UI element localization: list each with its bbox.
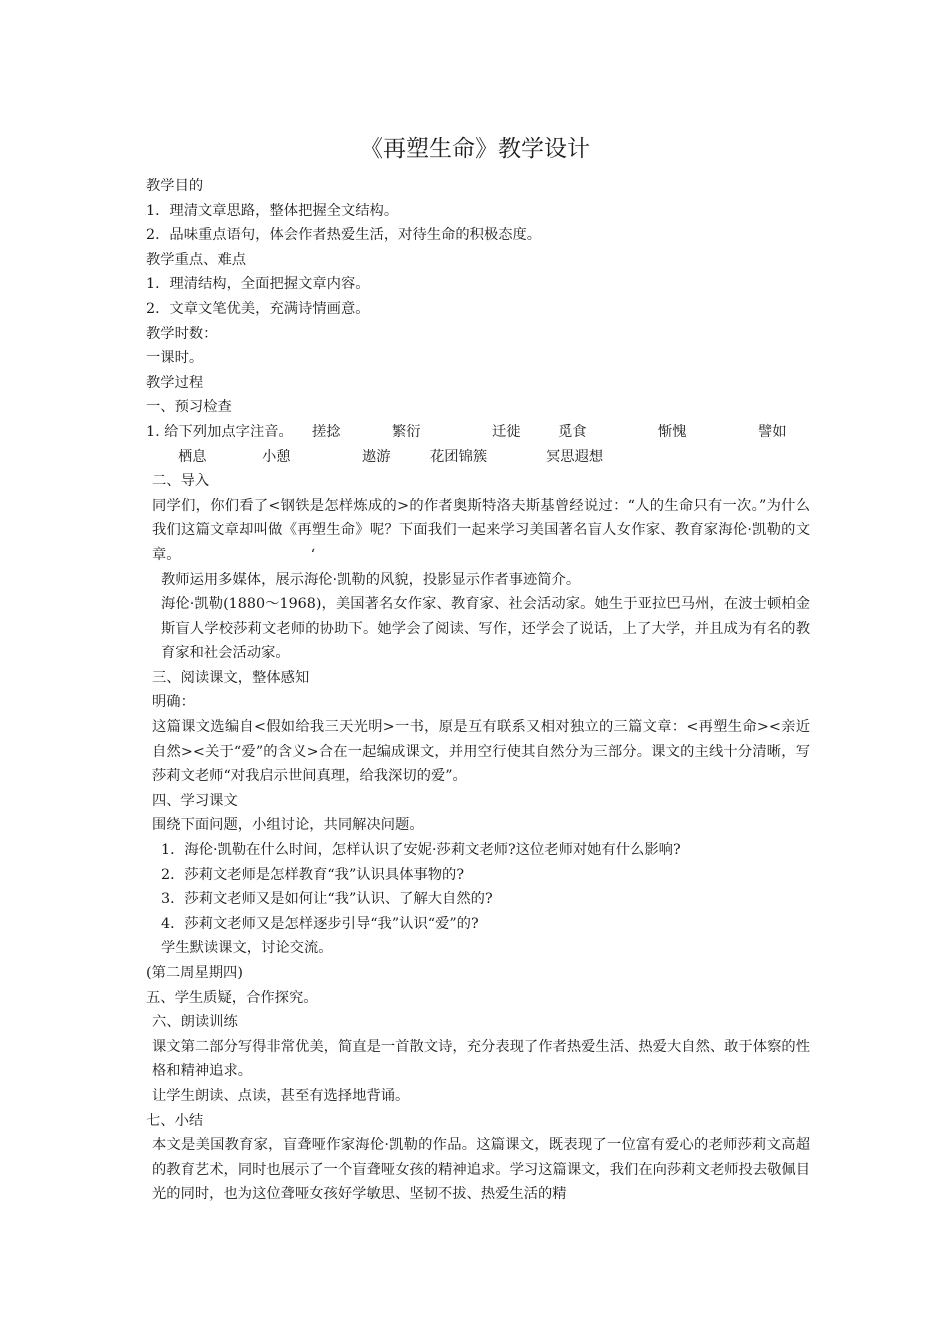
- pinyin-word: 搓捻: [312, 423, 341, 440]
- objective-item: 2．品味重点语句，体会作者热爱生活，对待生命的积极态度。: [146, 227, 542, 244]
- section-heading: 四、学习课文: [152, 792, 238, 809]
- intro-paragraph: 同学们，你们看了<钢铁是怎样炼成的>的作者奥斯特洛夫斯基曾经说过：“人的生命只有一次。”为什么我们这篇文章却叫做《再塑生命》呢？下面我们一起来学习美国著名盲人女作家、教育家海伦·凯勒的文章。 ‘: [152, 497, 810, 563]
- pinyin-word: 觅食: [558, 423, 587, 440]
- question-item: 1．海伦·凯勒在什么时间，怎样认识了安妮·莎莉文老师?这位老师对她有什么影响?: [161, 842, 681, 859]
- document-title: 《再塑生命》教学设计: [360, 136, 590, 162]
- section-heading: 二、导入: [152, 473, 210, 490]
- stray-mark: ‘: [310, 546, 316, 563]
- objectives-heading: 教学目的: [146, 178, 204, 194]
- key-point-item: 2．文章文笔优美，充满诗情画意。: [146, 300, 370, 317]
- question-item: 4．莎莉文老师又是怎样逐步引导“我”认识“爱”的?: [161, 915, 479, 932]
- reading-paragraph: 这篇课文选编自<假如给我三天光明>一书，原是互有联系又相对独立的三篇文章：<再塑生命><亲近自然><关于“爱”的含义>合在一起编成课文，并用空行使其自然分为三部分。课文的主线十分清晰，写莎莉文老师“对我启示世间真理，给我深切的爱”。: [152, 719, 810, 785]
- reading-activity: 让学生朗读、点读，甚至有选择地背诵。: [152, 1087, 410, 1104]
- clarify-label: 明确：: [152, 694, 195, 711]
- pinyin-word: 花团锦簇: [430, 448, 488, 465]
- pinyin-row-2: [146, 445, 810, 470]
- objective-item: 1．理清文章思路，整体把握全文结构。: [146, 202, 399, 219]
- key-point-item: 1．理清结构，全面把握文章内容。: [146, 276, 370, 293]
- author-bio: 海伦·凯勒(1880～1968)，美国著名女作家、教育家、社会活动家。她生于亚拉巴马州，在波士顿柏金斯盲人学校莎莉文老师的协助下。她学会了阅读、写作，还学会了说话，上了大学，并且成为有名的教育家和社会活动家。: [161, 596, 810, 662]
- question-item: 3．莎莉文老师又是如何让“我”认识、了解大自然的?: [161, 891, 493, 908]
- summary-paragraph: 本文是美国教育家，盲聋哑作家海伦·凯勒的作品。这篇课文，既表现了一位富有爱心的老师莎莉文高超的教育艺术，同时也展示了一个盲聋哑女孩的精神追求。学习这篇课文，我们在向莎莉文老师投去敬佩目光的同时，也为这位聋哑女孩好学敏思、坚韧不拔、热爱生活的精: [152, 1137, 810, 1203]
- pinyin-word: 小憩: [262, 448, 291, 465]
- pinyin-word: 冥思遐想: [546, 448, 604, 465]
- key-points-heading: 教学重点、难点: [146, 251, 247, 268]
- pinyin-word: 惭愧: [658, 423, 687, 440]
- pinyin-word: 迁徙: [492, 423, 521, 440]
- student-activity: 学生默读课文，讨论交流。: [161, 940, 333, 957]
- section-heading: 七、小结: [146, 1112, 204, 1129]
- schedule-note: (第二周星期四): [146, 965, 243, 981]
- hours-value: 一课时。: [146, 350, 204, 367]
- section-heading: 三、阅读课文，整体感知: [152, 669, 310, 686]
- pinyin-word: 譬如: [758, 423, 787, 440]
- process-heading: 教学过程: [146, 374, 204, 391]
- pinyin-word: 遨游: [362, 448, 391, 465]
- section-heading: 六、朗读训练: [152, 1014, 238, 1031]
- pinyin-row-1: [146, 420, 810, 445]
- discussion-intro: 围绕下面问题，小组讨论，共同解决问题。: [152, 817, 424, 834]
- question-item: 2．莎莉文老师是怎样教育“我”认识具体事物的?: [161, 866, 465, 883]
- hours-heading: 教学时数：: [146, 325, 218, 342]
- reading-training-paragraph: 课文第二部分写得非常优美，简直是一首散文诗，充分表现了作者热爱生活、热爱大自然、敢于体察的性格和精神追求。: [152, 1038, 810, 1080]
- pinyin-prompt: 1. 给下列加点字注音。: [146, 423, 293, 440]
- pinyin-word: 繁衍: [392, 423, 421, 440]
- document-body: [146, 174, 810, 1207]
- teacher-note: 教师运用多媒体，展示海伦·凯勒的风貌，投影显示作者事迹简介。: [161, 571, 581, 588]
- section-heading: 五、学生质疑，合作探究。: [146, 989, 318, 1006]
- pinyin-word: 栖息: [178, 448, 207, 465]
- section-heading: 一、预习检查: [146, 399, 232, 416]
